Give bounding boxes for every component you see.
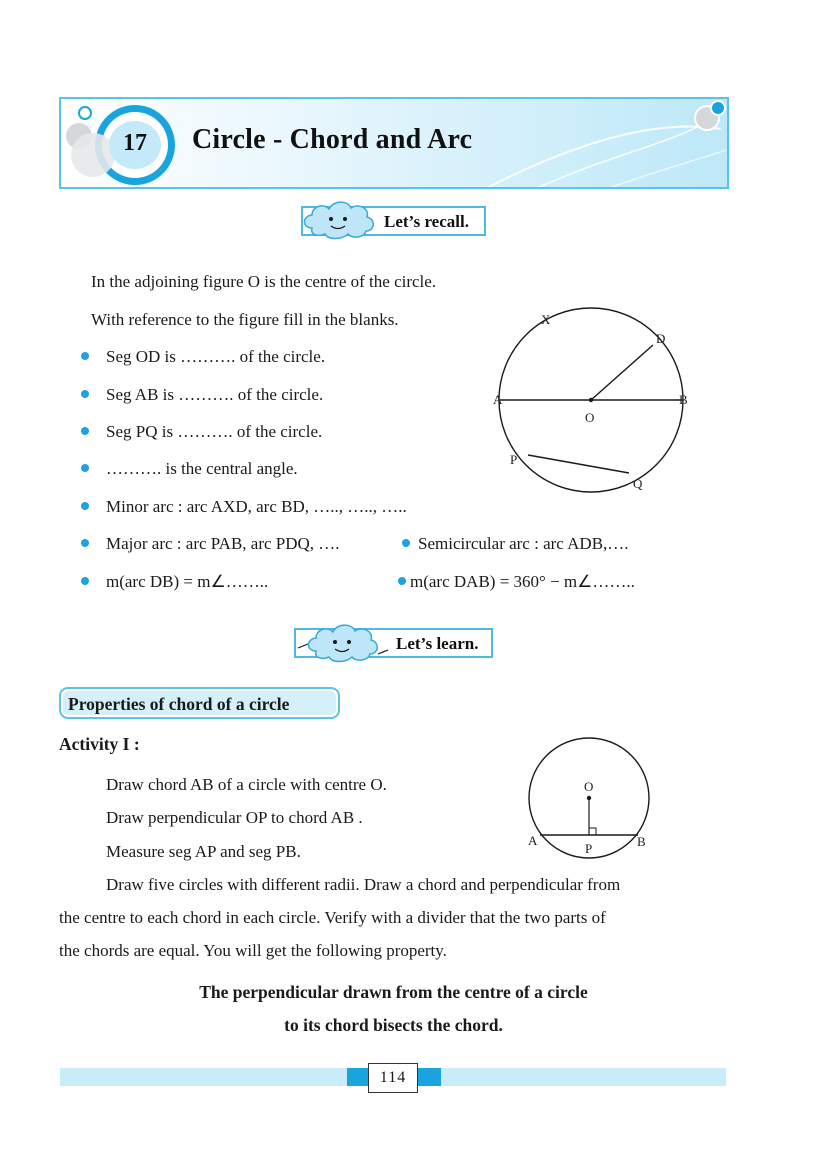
recall-circle-figure — [480, 300, 710, 500]
bullet-dot — [81, 390, 89, 398]
cloud-face-icon — [298, 198, 380, 244]
fig-label-a: A — [493, 392, 503, 407]
recall-bullet-3: Seg PQ is ………. of the circle. — [106, 422, 323, 441]
paragraph-line-2: the centre to each chord in each circle. Verify with a divider that the two parts of — [59, 908, 606, 927]
activity-title: Activity I : — [59, 734, 140, 754]
recall-bullet-2: Seg AB is ………. of the circle. — [106, 385, 324, 404]
property-line-1: The perpendicular drawn from the centre of a circle — [199, 982, 588, 1002]
section-heading-text: Properties of chord of a circle — [68, 694, 290, 714]
section-heading — [59, 687, 340, 719]
lets-recall-label: Let’s recall. — [384, 212, 469, 231]
recall-bullet-4: ………. is the central angle. — [106, 459, 298, 478]
bullet-dot — [81, 352, 89, 360]
fig-label-b: B — [637, 834, 646, 849]
chapter-title: Circle - Chord and Arc — [192, 124, 473, 155]
property-line-2: to its chord bisects the chord. — [284, 1015, 503, 1035]
activity-circle-figure — [520, 735, 660, 860]
recall-bullet-5: Minor arc : arc AXD, arc BD, ….., ….., ….. — [106, 497, 407, 516]
bullet-dot — [81, 502, 89, 510]
fig-label-x: X — [541, 312, 551, 327]
fig-label-d: D — [656, 331, 666, 346]
fig-label-p: P — [585, 841, 593, 856]
bullet-dot — [81, 464, 89, 472]
header-bubble-icon — [692, 98, 728, 134]
bullet-dot — [81, 539, 89, 547]
fig-label-b: B — [679, 392, 688, 407]
measure-db-line: m(arc DB) = m∠…….. — [106, 572, 269, 591]
bullet-dot — [398, 577, 406, 585]
bullet-dot — [81, 427, 89, 435]
recall-bullet-1: Seg OD is ………. of the circle. — [106, 347, 326, 366]
fig-label-q: Q — [633, 476, 643, 491]
paragraph-line-1: Draw five circles with different radii. Draw a chord and perpendicular from — [106, 875, 621, 894]
measure-dab-line: m(arc DAB) = 360° − m∠…….. — [410, 572, 635, 591]
recall-intro-line-1: In the adjoining figure O is the centre of the circle. — [91, 272, 437, 291]
activity-step-2: Draw perpendicular OP to chord AB . — [106, 808, 363, 827]
fig-label-p: P — [510, 452, 518, 467]
activity-step-3: Measure seg AP and seg PB. — [106, 842, 301, 861]
chapter-number: 17 — [123, 130, 147, 156]
fig-label-a: A — [528, 833, 538, 848]
page-number: 114 — [368, 1063, 418, 1093]
fig-label-o: O — [585, 410, 595, 425]
activity-step-1: Draw chord AB of a circle with centre O. — [106, 775, 387, 794]
bullet-dot — [402, 539, 410, 547]
semicircular-arc-line: Semicircular arc : arc ADB,…. — [418, 534, 629, 553]
fig-label-o: O — [584, 779, 594, 794]
lets-learn-label: Let’s learn. — [396, 634, 479, 653]
major-arc-line: Major arc : arc PAB, arc PDQ, …. — [106, 534, 340, 553]
cloud-face-icon — [294, 620, 394, 666]
recall-intro-line-2: With reference to the figure fill in the blanks. — [91, 310, 399, 329]
paragraph-line-3: the chords are equal. You will get the following property. — [59, 941, 447, 960]
bullet-dot — [81, 577, 89, 585]
